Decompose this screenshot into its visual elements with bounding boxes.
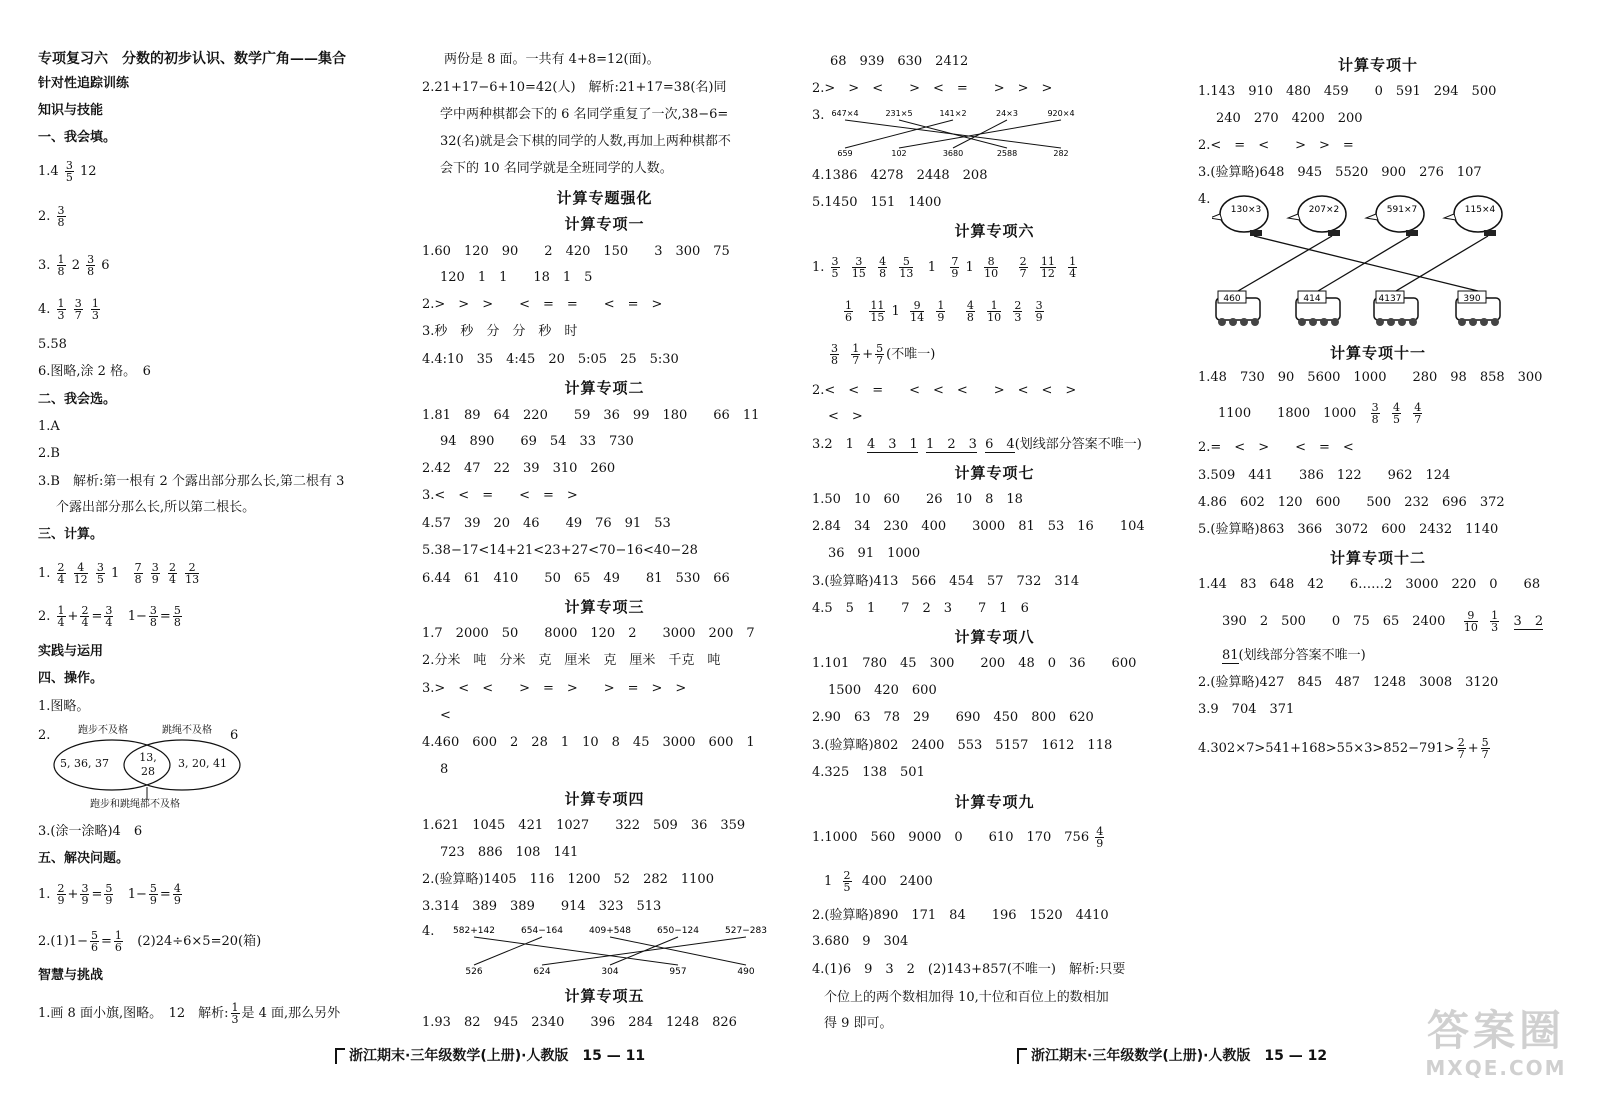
match-top-label: 24×3: [996, 109, 1018, 118]
part-heading: 一、我会填。: [38, 130, 117, 145]
venn-diagram: [50, 725, 250, 815]
match-top-label: 527−283: [725, 926, 767, 936]
subheading: 针对性追踪训练: [38, 76, 130, 91]
section-heading: 计算专项三: [564, 598, 645, 616]
answer-line: 2.< = < > > =: [1198, 138, 1354, 153]
subheading: 实践与运用: [38, 644, 104, 659]
match-bottom-label: 659: [837, 149, 853, 158]
answer-line: $\frac{1}{6}$ $\frac{11}{15}$ 1 $\frac{9}{14}$ $\frac{1}{9}$ $\frac{4}{8}$ $\frac{1}{10}$ $\frac{2}{3}$ $\frac{3}{9}$: [845, 299, 1043, 324]
fraction: $\frac{3}{9}$: [151, 561, 159, 586]
answer-line: 个露出部分那么长,所以第二根长。: [56, 500, 256, 515]
fraction: $\frac{3}{5}$: [96, 561, 104, 586]
bird-label: 591×7: [1386, 205, 1418, 215]
bird-label: 115×4: [1464, 205, 1496, 215]
match-top-label: 920×4: [1047, 109, 1075, 118]
answer-line: 120 1 1 18 1 5: [440, 270, 593, 285]
match-bottom-label: 304: [601, 967, 619, 976]
answer-line: 94 890 69 54 33 730: [440, 434, 634, 449]
section-heading: 计算专项一: [564, 215, 645, 233]
answer-line: 1.44 83 648 42 6……2 3000 220 0 68: [1198, 577, 1541, 592]
answer-line: 2.(1)1− $\frac{5}{6}$ = $\frac{1}{6}$ (2)24÷6×5=20(箱): [38, 929, 262, 954]
answer-line: 1 $\frac{2}{5}$ 400 2400: [824, 869, 933, 894]
matching-diagram: [440, 924, 780, 976]
fraction: $\frac{1}{3}$: [57, 297, 65, 322]
answer-line: 1.4 $\frac{3}{5}$ 12: [38, 159, 97, 184]
answer-value: 6: [230, 728, 239, 743]
answer-line: 3.(验算略)802 2400 553 5157 1612 118: [812, 738, 1113, 753]
bird-train-matching: [1212, 192, 1522, 334]
part-heading: 四、操作。: [38, 671, 104, 686]
answer-line: 2. $\frac{1}{4}$ + $\frac{2}{4}$ = $\frac{3}{4}$ 1− $\frac{3}{8}$ = $\frac{5}{8}$: [38, 604, 181, 629]
match-top-label: 654−164: [521, 926, 563, 936]
match-bottom-label: 102: [891, 149, 907, 158]
venn-bottom-label: 跑步和跳绳都不及格: [90, 799, 180, 810]
answer-line: $\frac{3}{8}$ $\frac{1}{7}$ + $\frac{5}{7}$ (不唯一): [831, 342, 936, 367]
section-heading: 计算专项五: [564, 987, 645, 1005]
answer-line: 1100 1800 1000 $\frac{3}{8}$ $\frac{4}{5}$ $\frac{4}{7}$: [1218, 401, 1422, 426]
answer-line: 1.50 10 60 26 10 8 18: [812, 492, 1023, 507]
venn-right-values: 3, 20, 41: [178, 757, 227, 770]
bird-icon: [1366, 196, 1424, 236]
bird-icon: [1288, 196, 1346, 236]
train-icon: [1456, 291, 1500, 326]
match-bottom-label: 2588: [996, 149, 1018, 158]
answer-line: 3.B 解析:第一根有 2 个露出部分那么长,第二根有 3: [38, 474, 345, 489]
match-line: [845, 120, 953, 148]
answer-line: 学中两种棋都会下的 6 名同学重复了一次,38−6=: [440, 107, 729, 122]
match-bottom-label: 282: [1053, 149, 1069, 158]
answer-line: 2.42 47 22 39 310 260: [422, 461, 616, 476]
subheading: 智慧与挑战: [38, 968, 104, 983]
fraction: $\frac{3}{8}$: [57, 204, 65, 229]
section-heading: 计算专项八: [954, 628, 1035, 646]
answer-line: 1. $\frac{3}{5}$ $\frac{3}{15}$ $\frac{4}{8}$ $\frac{5}{13}$ 1 $\frac{7}{9}$ 1 $\frac{8}{10}$ $\frac{2}{7}$ $\frac{11}{12}$ $\frac{1}{4}$: [812, 255, 1077, 280]
match-top-label: 409+548: [589, 926, 631, 936]
fraction: $\frac{3}{5}$: [65, 159, 73, 184]
answer-line: 240 270 4200 200: [1216, 111, 1363, 126]
venn-left-values: 5, 36, 37: [60, 757, 109, 770]
section-title: 专项复习六 分数的初步认识、数学广角——集合: [38, 51, 346, 67]
answer-line: 2.< < = < < < > < < >: [812, 383, 1077, 398]
fraction: $\frac{3}{7}$: [74, 297, 82, 322]
answer-line: 1.1000 560 9000 0 610 170 756 $\frac{4}{9}$: [812, 825, 1104, 850]
section-heading: 计算专项十二: [1329, 549, 1426, 567]
match-bottom-label: 3680: [942, 149, 964, 158]
answer-line: 2.分米 吨 分米 克 厘米 克 厘米 千克 吨: [422, 653, 721, 668]
match-top-label: 650−124: [657, 926, 699, 936]
answer-line: 1500 420 600: [828, 683, 937, 698]
answer-line: 4.: [422, 924, 435, 939]
answer-line: 6.图略,涂 2 格。 6: [38, 364, 151, 379]
train-label: 414: [1303, 294, 1321, 304]
answer-line: 1.7 2000 50 8000 120 2 3000 200 7: [422, 626, 755, 641]
answer-line: 3.: [812, 108, 825, 123]
match-top-label: 582+142: [453, 926, 495, 936]
section-heading: 计算专项二: [564, 379, 645, 397]
section-heading: 计算专题强化: [556, 189, 653, 207]
fraction: $\frac{7}{8}$: [134, 561, 142, 586]
answer-line: 1.48 730 90 5600 1000 280 98 858 300: [1198, 370, 1543, 385]
answer-line: 68 939 630 2412: [830, 54, 969, 69]
fraction: $\frac{1}{8}$: [57, 253, 65, 278]
answer-line: 4.325 138 501: [812, 765, 925, 780]
match-line: [899, 120, 1007, 148]
answer-line: 1.81 89 64 220 59 36 99 180 66 11: [422, 408, 760, 423]
answer-line: 2. $\frac{3}{8}$: [38, 204, 65, 229]
answer-line: 两份是 8 面。一共有 4+8=12(面)。: [444, 52, 660, 67]
answer-line: 1.60 120 90 2 420 150 3 300 75: [422, 244, 730, 259]
answer-line: 1.621 1045 421 1027 322 509 36 359: [422, 818, 746, 833]
answer-line: 2.: [38, 728, 51, 743]
answer-line: 3.(验算略)648 945 5520 900 276 107: [1198, 165, 1482, 180]
fraction: $\frac{3}{8}$: [87, 253, 95, 278]
answer-line: 2.21+17−6+10=42(人) 解析:21+17=38(名)同: [422, 80, 727, 95]
answer-line: 36 91 1000: [828, 546, 921, 561]
part-heading: 五、解决问题。: [38, 851, 130, 866]
match-bottom-label: 490: [737, 967, 755, 976]
answer-line: 390 2 500 0 75 65 2400 $\frac{9}{10}$ $\frac{1}{3}$ 3 2: [1222, 609, 1544, 634]
answer-line: 5.58: [38, 337, 67, 352]
matching-diagram: [818, 108, 1088, 158]
answer-line: 32(名)就是会下棋的同学的人数,再加上两种棋都不: [440, 134, 731, 149]
answer-line: 3.> < < > = > > = > >: [422, 681, 687, 696]
section-heading: 计算专项十一: [1329, 344, 1426, 362]
fraction: $\frac{2}{13}$: [185, 561, 200, 586]
bird-icon: [1212, 196, 1268, 236]
answer-line: 5.1450 151 1400: [812, 195, 942, 210]
answer-line: 5.38−17<14+21<23+27<70−16<40−28: [422, 543, 698, 558]
answer-line: 4.5 5 1 7 2 3 7 1 6: [812, 601, 1029, 616]
answer-line: 4.1386 4278 2448 208: [812, 168, 988, 183]
section-heading: 计算专项十: [1337, 56, 1418, 74]
answer-line: 5.(验算略)863 366 3072 600 2432 1140: [1198, 522, 1499, 537]
answer-line: 1. $\frac{2}{4}$ $\frac{4}{12}$ $\frac{3}{5}$ 1 $\frac{7}{8}$ $\frac{3}{9}$ $\frac{2}{4}$ $\frac{2}{13}$: [38, 561, 200, 586]
watermark-logo: 答案圈 MXQE.COM: [1425, 1006, 1567, 1080]
answer-line: 2.(验算略)890 171 84 196 1520 4410: [812, 908, 1109, 923]
answer-line: 3.< < = < = >: [422, 488, 578, 503]
section-heading: 计算专项六: [954, 222, 1035, 240]
answer-line: 4.460 600 2 28 1 10 8 45 3000 600 1: [422, 735, 755, 750]
answer-line: 3.秒 秒 分 分 秒 时: [422, 324, 578, 339]
subheading: 知识与技能: [38, 103, 104, 118]
venn-left-label: 跑步不及格: [78, 725, 128, 736]
answer-line: 81(划线部分答案不唯一): [1222, 648, 1366, 663]
answer-line: 2.84 34 230 400 3000 81 53 16 104: [812, 519, 1145, 534]
fraction: $\frac{2}{4}$: [57, 561, 65, 586]
fraction: $\frac{4}{12}$: [73, 561, 88, 586]
answer-line: 2.> > < > < = > > >: [812, 81, 1053, 96]
answer-line: 3.(验算略)413 566 454 57 732 314: [812, 574, 1080, 589]
answer-line: <: [440, 708, 451, 723]
match-line: [1254, 236, 1478, 291]
answer-line: 8: [440, 762, 449, 777]
answer-line: 3.314 389 389 914 323 513: [422, 899, 662, 914]
match-line: [899, 120, 1061, 148]
answer-line: 1.A: [38, 419, 60, 434]
part-heading: 二、我会选。: [38, 392, 117, 407]
match-line: [1318, 236, 1410, 291]
page-footer-right: 浙江期末·三年级数学(上册)·人教版 15 — 12: [1017, 1045, 1327, 1065]
answer-line: 1.画 8 面小旗,图略。 12 解析: $\frac{1}{3}$ 是 4 面,那么另外: [38, 1001, 341, 1026]
answer-line: 4.57 39 20 46 49 76 91 53: [422, 516, 671, 531]
bird-label: 130×3: [1230, 205, 1262, 215]
section-heading: 计算专项九: [954, 793, 1035, 811]
answer-line: 得 9 即可。: [824, 1016, 893, 1031]
match-top-label: 647×4: [831, 109, 859, 118]
answer-line: 3.2 1 4 3 1 1 2 3 6 4(划线部分答案不唯一): [812, 437, 1142, 452]
answer-line: 3.680 9 304: [812, 934, 909, 949]
answer-line: 4.302×7>541+168>55×3>852−791> $\frac{2}{7}$ + $\frac{5}{7}$: [1198, 736, 1489, 761]
match-line: [610, 937, 746, 965]
answer-line: 会下的 10 名同学就是全班同学的人数。: [440, 161, 673, 176]
answer-line: 个位上的两个数相加得 10,十位和百位上的数相加: [824, 990, 1109, 1005]
fraction: $\frac{2}{4}$: [168, 561, 176, 586]
bird-icon: [1444, 196, 1502, 236]
match-top-label: 231×5: [885, 109, 913, 118]
answer-line: 1.143 910 480 459 0 591 294 500: [1198, 84, 1497, 99]
match-bottom-label: 526: [465, 967, 483, 976]
section-heading: 计算专项四: [564, 790, 645, 808]
answer-line: 2.(验算略)1405 116 1200 52 282 1100: [422, 872, 714, 887]
answer-line: 2.> > > < = = < = >: [422, 297, 663, 312]
answer-line: 723 886 108 141: [440, 845, 579, 860]
answer-line: 6.44 61 410 50 65 49 81 530 66: [422, 571, 730, 586]
answer-line: < >: [828, 409, 863, 424]
answer-line: 3.9 704 371: [1198, 702, 1295, 717]
train-label: 390: [1463, 294, 1481, 304]
venn-middle-values: 13, 28: [139, 751, 157, 778]
train-label: 4137: [1378, 294, 1402, 304]
answer-line: 1.图略。: [38, 699, 90, 714]
answer-line: 4. $\frac{1}{3}$ $\frac{3}{7}$ $\frac{1}{3}$: [38, 297, 99, 322]
answer-line: 4.4:10 35 4:45 20 5:05 25 5:30: [422, 352, 679, 367]
answer-line: 1.101 780 45 300 200 48 0 36 600: [812, 656, 1137, 671]
train-icon: [1216, 291, 1260, 326]
part-heading: 三、计算。: [38, 527, 104, 542]
section-heading: 计算专项七: [954, 464, 1035, 482]
train-label: 460: [1223, 294, 1241, 304]
answer-line: 1.93 82 945 2340 396 284 1248 826: [422, 1015, 737, 1030]
answer-line: 3.(涂一涂略)4 6: [38, 824, 143, 839]
answer-line: 3. $\frac{1}{8}$ 2 $\frac{3}{8}$ 6: [38, 253, 110, 278]
train-icon: [1296, 291, 1340, 326]
answer-line: 2.(验算略)427 845 487 1248 3008 3120: [1198, 675, 1499, 690]
answer-line: 3.509 441 386 122 962 124: [1198, 468, 1451, 483]
train-icon: [1374, 291, 1418, 326]
page-footer-left: 浙江期末·三年级数学(上册)·人教版 15 — 11: [335, 1045, 645, 1065]
fraction: $\frac{1}{3}$: [91, 297, 99, 322]
match-bottom-label: 957: [669, 967, 687, 976]
answer-line: 2.90 63 78 29 690 450 800 620: [812, 710, 1094, 725]
match-bottom-label: 624: [533, 967, 551, 976]
venn-right-label: 跳绳不及格: [162, 725, 212, 736]
bird-label: 207×2: [1308, 205, 1340, 215]
answer-line: 1. $\frac{2}{9}$ + $\frac{3}{9}$ = $\frac{5}{9}$ 1− $\frac{5}{9}$ = $\frac{4}{9}$: [38, 882, 181, 907]
answer-line: 4.: [1198, 192, 1211, 207]
answer-line: 4.86 602 120 600 500 232 696 372: [1198, 495, 1505, 510]
answer-line: 4.(1)6 9 3 2 (2)143+857(不唯一) 解析:只要: [812, 962, 1126, 977]
answer-line: 2.= < > < = <: [1198, 440, 1354, 455]
answer-line: 2.B: [38, 446, 60, 461]
match-top-label: 141×2: [939, 109, 967, 118]
